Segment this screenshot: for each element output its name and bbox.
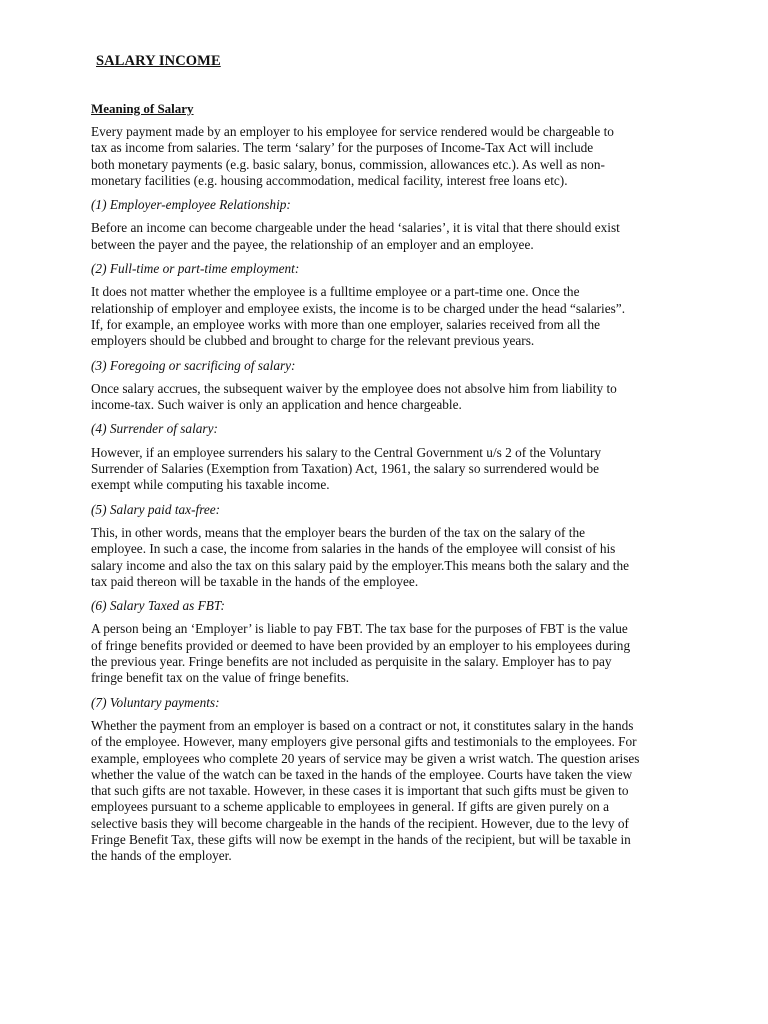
subheading-salary-paid-tax-free: (5) Salary paid tax-free: (91, 501, 221, 517)
paragraph-salary-taxed-as-fbt: A person being an ‘Employer’ is liable to pay FBT. The tax base for the purposes of FBT is the value of fringe benefits provided or deemed to have been provided by an employer to his employees during the previous year. Fringe benefits are not included as perquisite in the salary. Employer has to pay fringe benefit tax on the value of fringe benefits. (91, 621, 631, 686)
subheading-full-time-part-time: (2) Full-time or part-time employment: (91, 261, 300, 277)
paragraph-salary-paid-tax-free: This, in other words, means that the employer bears the burden of the tax on the salary of the employee. In such a case, the income from salaries in the hands of the employee will consist of his salary income and also the tax on this salary paid by the employer.This means both the salary and the tax paid thereon will be taxable in the hands of the employee. (91, 524, 630, 589)
subheading-employer-employee-relationship: (1) Employer-employee Relationship: (91, 197, 291, 213)
subheading-salary-taxed-as-fbt: (6) Salary Taxed as FBT: (91, 598, 225, 614)
paragraph-foregoing-salary: Once salary accrues, the subsequent waiver by the employee does not absolve him from liability to income-tax. Such waiver is only an application and hence chargeable. (91, 380, 617, 413)
intro-paragraph: Every payment made by an employer to his employee for service rendered would be chargeable to tax as income from salaries. The term ‘salary’ for the purposes of Income-Tax Act will include both monetary payments (e.g. basic salary, bonus, commission, allowances etc.). As well as non- monetary facilities (e.g. housing accommodation, medical facility, interest free loans etc). (91, 124, 614, 188)
subheading-voluntary-payments: (7) Voluntary payments: (91, 694, 220, 710)
subheading-surrender-of-salary: (4) Surrender of salary: (91, 421, 218, 437)
paragraph-surrender-of-salary: However, if an employee surrenders his salary to the Central Government u/s 2 of the Voluntary Surrender of Salaries (Exemption from Taxation) Act, 1961, the salary so surrendered would be exempt while computing his taxable income. (91, 444, 602, 493)
section-heading-meaning-of-salary: Meaning of Salary (91, 101, 194, 116)
paragraph-employer-employee-relationship: Before an income can become chargeable under the head ‘salaries’, it is vital that there should exist between the payer and the payee, the relationship of an employer and an employee. (91, 220, 620, 252)
subheading-foregoing-salary: (3) Foregoing or sacrificing of salary: (91, 357, 296, 373)
paragraph-voluntary-payments: Whether the payment from an employer is based on a contract or not, it constitutes salary in the hands of the employee. However, many employers give personal gifts and testimonials to the employees. For example, employees who complete 20 years of service may be given a wrist watch. The question arises whether the value of the watch can be taxed in the hands of the employee. Courts have taken the view that such gifts are not taxable. However, in these cases it is important that such gifts must be given to employees pursuant to a scheme applicable to employees in general. If gifts are given purely on a selective basis they will become chargeable in the hands of the recipient. However, due to the levy of Fringe Benefit Tax, these gifts will now be exempt in the hands of the recipient, but will be taxable in the hands of the employer. (91, 717, 640, 864)
document-title: SALARY INCOME (96, 53, 221, 69)
paragraph-full-time-part-time: It does not matter whether the employee is a fulltime employee or a part-time one. Once the relationship of employer and employee exists, the income is to be charged under the head “salaries”. If, for example, an employee works with more than one employer, salaries received from all the employers should be clubbed and brought to charge for the relevant previous years. (91, 284, 626, 349)
document-body (91, 124, 673, 873)
